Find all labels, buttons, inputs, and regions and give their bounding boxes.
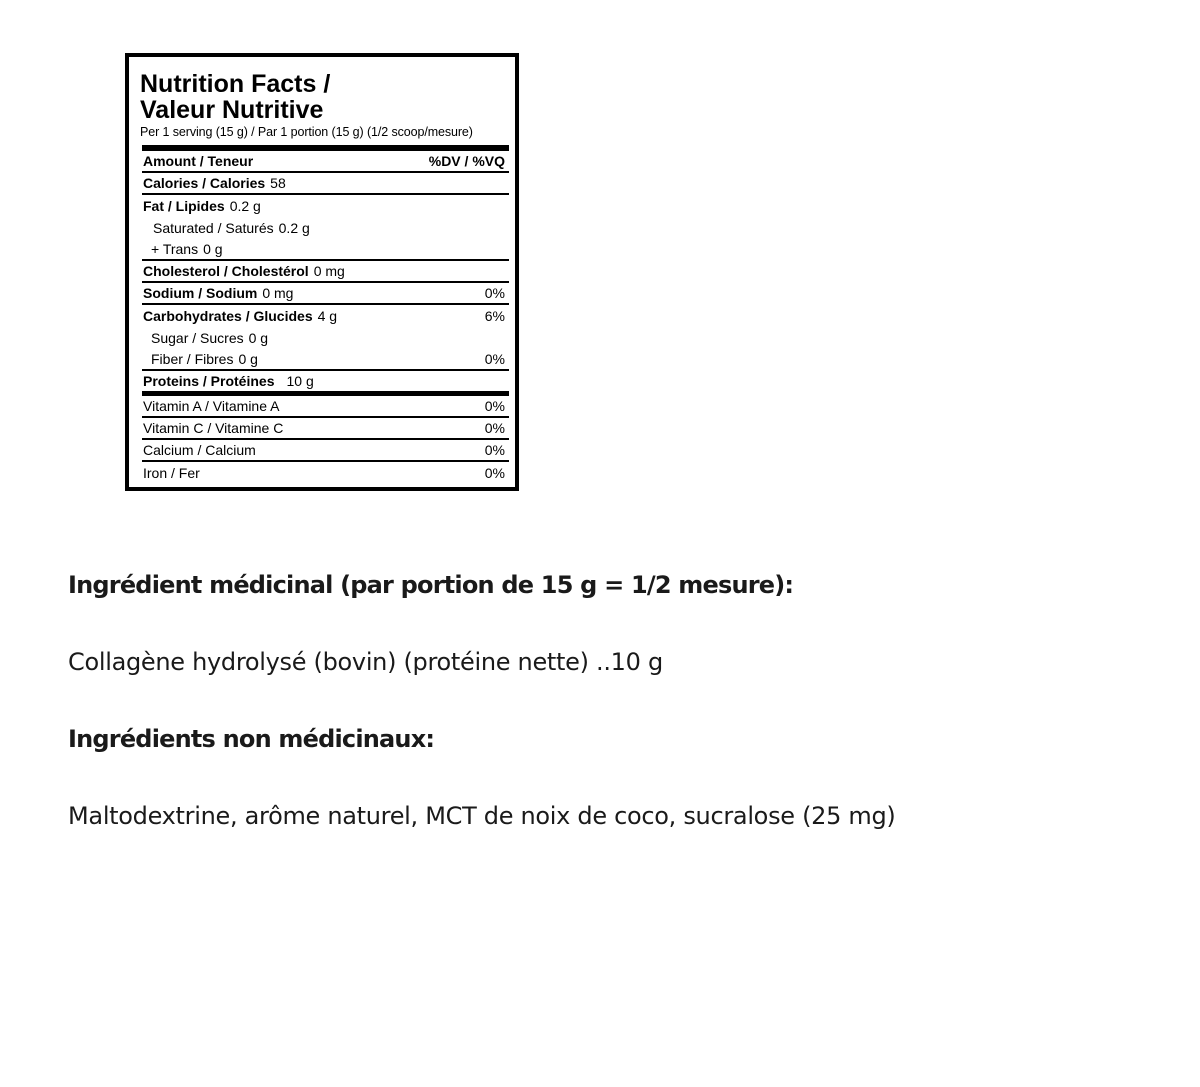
nutrient-row-trans (142, 239, 509, 261)
nutrient-amount: 0.2 g (229, 198, 261, 214)
nutrient-row-fiber (142, 349, 509, 371)
nutrient-amount: 0 mg (313, 263, 345, 279)
nutrient-row-fat (142, 195, 509, 217)
serving-size: Per 1 serving (15 g) / Par 1 portion (15 g) (1/2 scoop/mesure) (140, 125, 473, 139)
nutrient-label: Saturated / Saturés (153, 220, 274, 236)
vitamin-dv: 0% (484, 465, 505, 481)
nutrient-row-cholesterol (142, 261, 509, 283)
vitamin-dv: 0% (484, 420, 505, 436)
nutrient-row-sugar (142, 327, 509, 349)
nutrition-table (142, 145, 509, 484)
nutrient-amount: 0 g (203, 241, 223, 257)
vitamin-label: Vitamin A / Vitamine A (143, 398, 280, 414)
nutrient-label: Cholesterol / Cholestérol (143, 263, 309, 279)
nutrition-title-line2: Valeur Nutritive (140, 96, 324, 124)
nutrient-amount: 4 g (317, 308, 338, 324)
nutrient-label: Sugar / Sucres (151, 330, 244, 346)
dv-header: %DV / %VQ (428, 153, 505, 169)
nutrition-header-row (142, 151, 509, 173)
nutrient-amount: 0 g (248, 330, 269, 346)
nutrient-row-proteins (142, 371, 509, 396)
medicinal-ingredient-heading: Ingrédient médicinal (par portion de 15 g = 1/2 mesure): (68, 571, 794, 599)
vitamin-dv: 0% (484, 398, 505, 414)
non-medicinal-ingredients-text: Maltodextrine, arôme naturel, MCT de noix de coco, sucralose (25 mg) (68, 802, 896, 830)
nutrient-amount: 0 mg (262, 285, 294, 301)
nutrient-label: Proteins / Protéines (143, 373, 275, 389)
vitamin-dv: 0% (484, 442, 505, 458)
nutrient-label: Carbohydrates / Glucides (143, 308, 313, 324)
nutrient-row-calories (142, 173, 509, 195)
vitamin-row-c (142, 418, 509, 440)
nutrient-amount: 10 g (286, 373, 314, 389)
non-medicinal-ingredients-heading: Ingrédients non médicinaux: (68, 725, 435, 753)
nutrient-amount: 58 (270, 175, 286, 191)
vitamin-row-a (142, 396, 509, 418)
nutrient-row-saturated (142, 217, 509, 239)
nutrient-row-carbohydrates (142, 305, 509, 327)
vitamin-label: Calcium / Calcium (143, 442, 256, 458)
vitamin-row-calcium (142, 440, 509, 462)
nutrient-label: Fat / Lipides (143, 198, 225, 214)
nutrition-title-line1: Nutrition Facts / (140, 70, 331, 98)
nutrition-facts-label (125, 53, 519, 491)
nutrient-dv: 0% (484, 285, 505, 301)
amount-header: Amount / Teneur (143, 153, 254, 169)
nutrient-label: + Trans (151, 241, 199, 257)
nutrient-amount: 0 g (238, 351, 258, 367)
nutrient-amount: 0.2 g (278, 220, 310, 236)
medicinal-ingredient-text: Collagène hydrolysé (bovin) (protéine nette) ..10 g (68, 648, 663, 676)
nutrient-label: Fiber / Fibres (151, 351, 234, 367)
vitamin-label: Iron / Fer (143, 465, 200, 481)
nutrient-row-sodium (142, 283, 509, 305)
nutrient-label: Calories / Calories (143, 175, 266, 191)
nutrient-dv: 0% (484, 351, 505, 367)
vitamin-row-iron (142, 462, 509, 484)
nutrient-label: Sodium / Sodium (143, 285, 258, 301)
vitamin-label: Vitamin C / Vitamine C (143, 420, 284, 436)
nutrient-dv: 6% (484, 308, 505, 324)
